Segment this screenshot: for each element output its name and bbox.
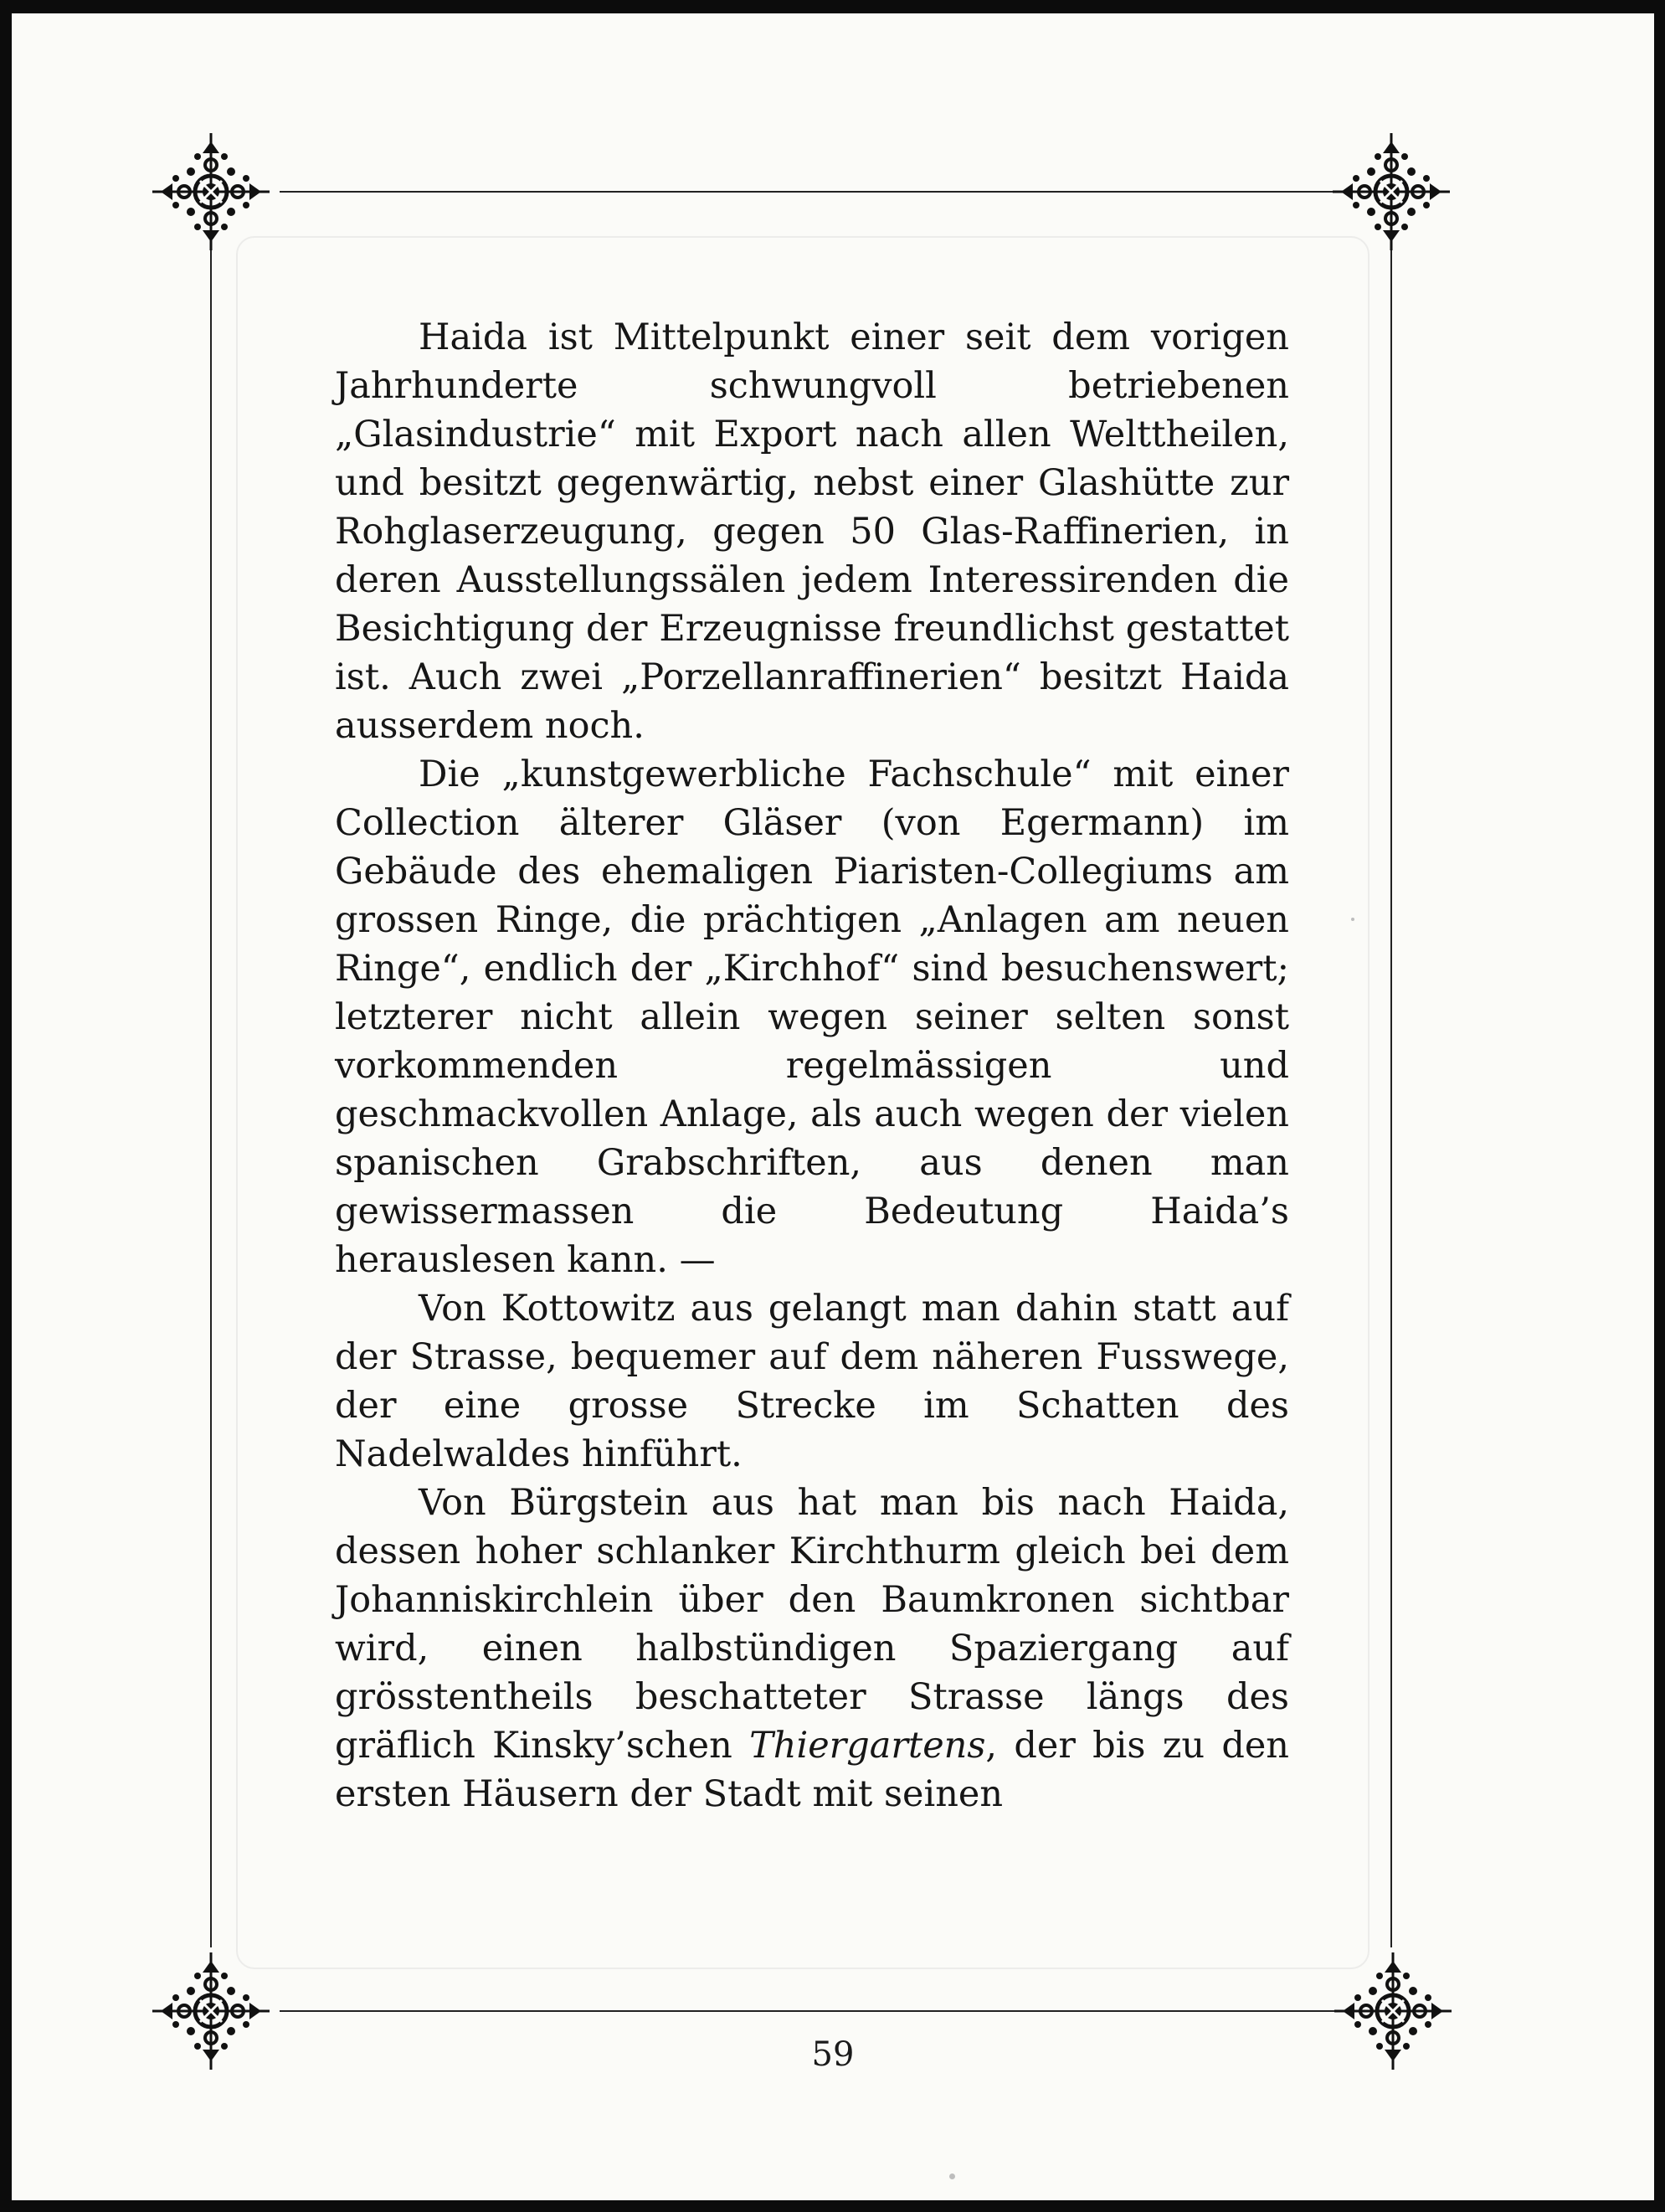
paragraph xyxy=(335,1479,1289,1818)
page-number: 59 xyxy=(811,2035,855,2074)
book-page xyxy=(12,13,1654,2200)
corner-ornament-icon xyxy=(1333,133,1450,250)
paragraph: Von Kottowitz aus gelangt man dahin statt auf der Strasse, bequemer auf dem näheren Fusswege, der eine grosse Strecke im Schatten des Nadelwaldes hinführt. xyxy=(335,1288,1289,1475)
corner-ornament-icon xyxy=(152,133,270,250)
paper-speck xyxy=(1351,918,1354,921)
paragraph: Die „kunstgewerbliche Fachschule“ mit einer Collection älterer Gläser (von Egermann) im Gebäude des ehemaligen Piaristen-Collegiums am grossen Ringe, die prächtigen „Anlagen am neuen Ringe“, endlich der „Kirchhof“ sind besuchenswert; letzterer nicht allein wegen seiner selten sonst vorkommenden regelmässigen und geschmackvollen Anlage, als auch wegen der vielen spanischen Grabschriften, aus denen man gewissermassen die Bedeutung Haida’s herauslesen kann. — xyxy=(335,754,1289,1281)
italic-place-name: Thiergartens xyxy=(749,1725,986,1767)
paper-speck xyxy=(949,2173,955,2179)
paragraph: Haida ist Mittelpunkt einer seit dem vorigen Jahrhunderte schwungvoll betriebenen „Glasindustrie“ mit Export nach allen Welttheilen, und besitzt gegenwärtig, nebst einer Glashütte zur Rohglaserzeugung, gegen 50 Glas-Raffinerien, in deren Ausstellungssälen jedem Interessirenden die Besichtigung der Erzeugnisse freundlichst gestattet ist. Auch zwei „Porzellanraffinerien“ besitzt Haida ausserdem noch. xyxy=(335,316,1289,747)
body-text xyxy=(335,313,1289,1818)
paragraph-text: Von Bürgstein aus hat man bis nach Haida, dessen hoher schlanker Kirchthurm gleich bei dem Johanniskirchlein über den Baumkronen sichtbar wird, einen halbstündigen Spaziergang auf grösstentheils beschatteter Strasse längs des gräflich Kinsky’schen xyxy=(335,1482,1289,1767)
paragraph-text: , der bis zu den ersten Häusern der Stadt mit seinen xyxy=(335,1725,1289,1815)
